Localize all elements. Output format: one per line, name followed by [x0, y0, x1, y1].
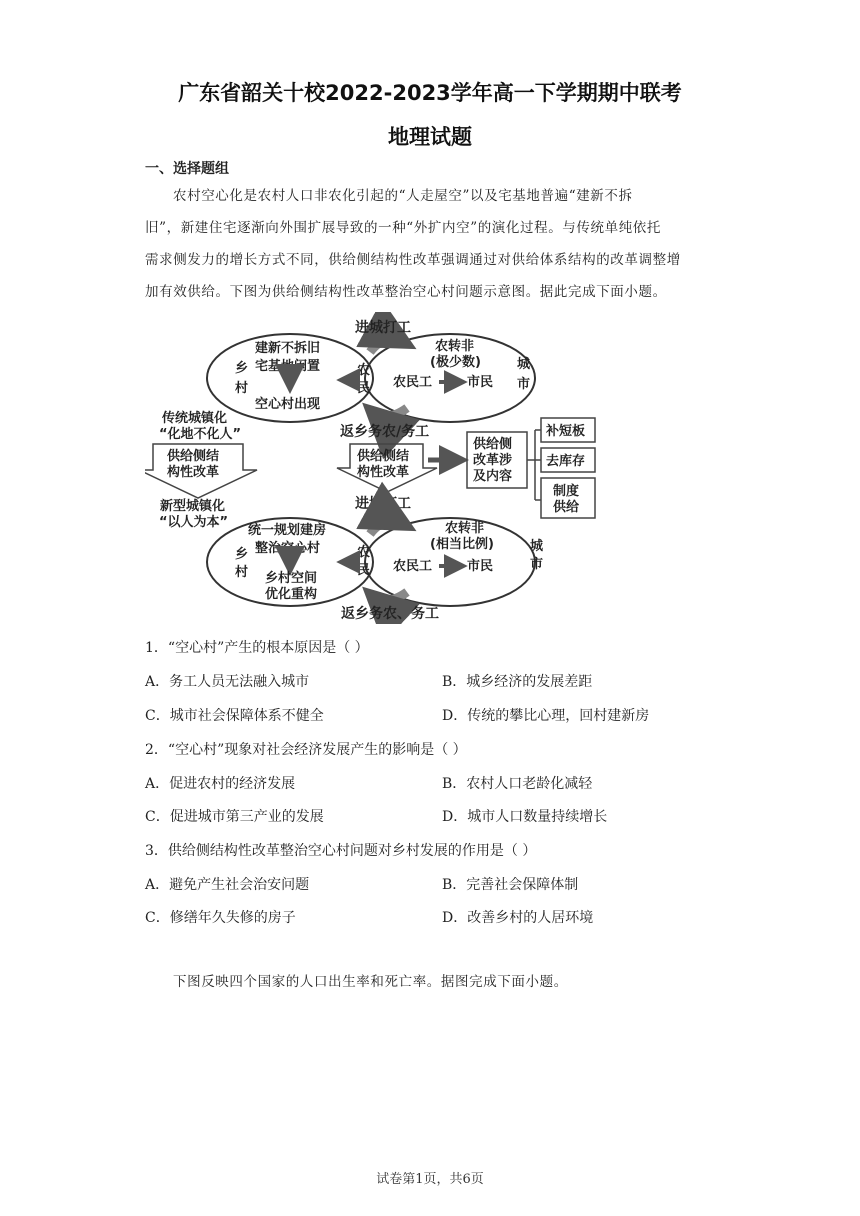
- option-1c[interactable]: C．城市社会保障体系不健全: [145, 708, 324, 724]
- diagram-label: “化地不化人”: [159, 427, 242, 442]
- diagram-label: 及内容: [473, 469, 513, 484]
- diagram-label: 空心村出现: [255, 397, 321, 412]
- diagram-label: 城: [517, 357, 531, 372]
- option-1b[interactable]: B．城乡经济的发展差距: [442, 674, 593, 690]
- option-2a[interactable]: A．促进农村的经济发展: [145, 776, 296, 792]
- diagram-label: 优化重构: [265, 587, 318, 602]
- paper-title: 广东省韶关十校2022-2023学年高一下学期期中联考: [178, 81, 682, 105]
- diagram-label: 乡: [235, 361, 249, 376]
- diagram-shape: [527, 430, 541, 500]
- diagram-label: 补短板: [546, 424, 586, 439]
- diagram-label: 宅基地闲置: [255, 359, 321, 374]
- diagram-label: 农转非: [435, 339, 475, 354]
- diagram-label: 返乡务农、务工: [341, 606, 439, 622]
- diagram-label: 农: [357, 363, 371, 378]
- diagram-label: 市: [517, 377, 531, 392]
- diagram-label: 进城打工: [355, 496, 411, 512]
- diagram-label: (极少数): [430, 355, 481, 370]
- option-2b[interactable]: B．农村人口老龄化减轻: [442, 776, 593, 792]
- diagram-label: 村: [235, 565, 249, 580]
- option-1a[interactable]: A．务工人员无法融入城市: [145, 674, 310, 690]
- diagram-label: 市: [530, 557, 544, 572]
- diagram-label: 农: [357, 545, 371, 560]
- diagram-label: 供给侧结: [357, 449, 410, 464]
- intro-line: 需求侧发力的增长方式不同，供给侧结构性改革强调通过对供给体系结构的改革调整增: [145, 252, 681, 268]
- option-3b[interactable]: B．完善社会保障体制: [442, 877, 579, 893]
- diagram-label: 构性改革: [167, 465, 220, 480]
- diagram-label: “以人为本”: [159, 515, 229, 530]
- diagram-label: 供给: [553, 500, 580, 515]
- option-2c[interactable]: C．促进城市第三产业的发展: [145, 809, 324, 825]
- option-3a[interactable]: A．避免产生社会治安问题: [145, 877, 310, 893]
- diagram-label: 农民工: [393, 559, 433, 574]
- arrow-to-city: [370, 340, 407, 353]
- diagram-label: 传统城镇化: [162, 411, 228, 426]
- diagram-label: 农转非: [445, 521, 485, 536]
- diagram-label: 构性改革: [357, 465, 410, 480]
- diagram-label: 民: [357, 563, 371, 578]
- question-3-stem: 3．供给侧结构性改革整治空心村问题对乡村发展的作用是（ ）: [145, 843, 537, 859]
- diagram-label: 返乡务农/务工: [340, 424, 430, 440]
- diagram-label: 去库存: [546, 454, 586, 469]
- hollow-village-diagram: [145, 312, 605, 624]
- intro-paragraph: [145, 180, 725, 308]
- diagram-label: 进城打工: [355, 320, 411, 336]
- diagram-label: 城: [530, 539, 544, 554]
- diagram-label: 供给侧: [473, 437, 513, 452]
- intro-line: 旧”，新建住宅逐渐向外围扩展导致的一种“外扩内空”的演化过程。与传统单纯依托: [145, 220, 662, 236]
- diagram-label: 民: [357, 381, 371, 396]
- section-heading: 一、选择题组: [145, 161, 229, 177]
- diagram-label: 改革涉: [473, 453, 513, 468]
- page-footer: 试卷第1页，共6页: [376, 1172, 484, 1187]
- diagram-label: 统一规划建房: [248, 523, 327, 538]
- diagram-label: 村: [235, 381, 249, 396]
- option-2d[interactable]: D．城市人口数量持续增长: [442, 809, 608, 825]
- question-1-stem: 1．“空心村”产生的根本原因是（ ）: [145, 640, 369, 656]
- diagram-label: 农民工: [393, 375, 433, 390]
- diagram-label: 建新不拆旧: [255, 341, 321, 356]
- diagram-label: 制度: [553, 484, 580, 499]
- option-3c[interactable]: C．修缮年久失修的房子: [145, 910, 296, 926]
- paper-subtitle: 地理试题: [388, 125, 472, 149]
- diagram-label: 供给侧结: [167, 449, 220, 464]
- diagram-label: 乡: [235, 547, 249, 562]
- next-intro: 下图反映四个国家的人口出生率和死亡率。据图完成下面小题。: [173, 974, 568, 990]
- intro-line: 加有效供给。下图为供给侧结构性改革整治空心村问题示意图。据此完成下面小题。: [145, 284, 667, 300]
- intro-line: 农村空心化是农村人口非农化引起的“人走屋空”以及宅基地普遍“建新不拆: [173, 188, 633, 204]
- question-2-stem: 2．“空心村”现象对社会经济发展产生的影响是（ ）: [145, 742, 467, 758]
- diagram-label: 新型城镇化: [160, 499, 226, 514]
- diagram-label: 乡村空间: [265, 571, 318, 586]
- diagram-label: (相当比例): [430, 537, 494, 552]
- option-3d[interactable]: D．改善乡村的人居环境: [442, 910, 594, 926]
- option-1d[interactable]: D．传统的攀比心理，回村建新房: [442, 708, 650, 724]
- diagram-label: 市民: [467, 375, 494, 390]
- diagram-label: 整治空心村: [255, 541, 321, 556]
- diagram-label: 市民: [467, 559, 494, 574]
